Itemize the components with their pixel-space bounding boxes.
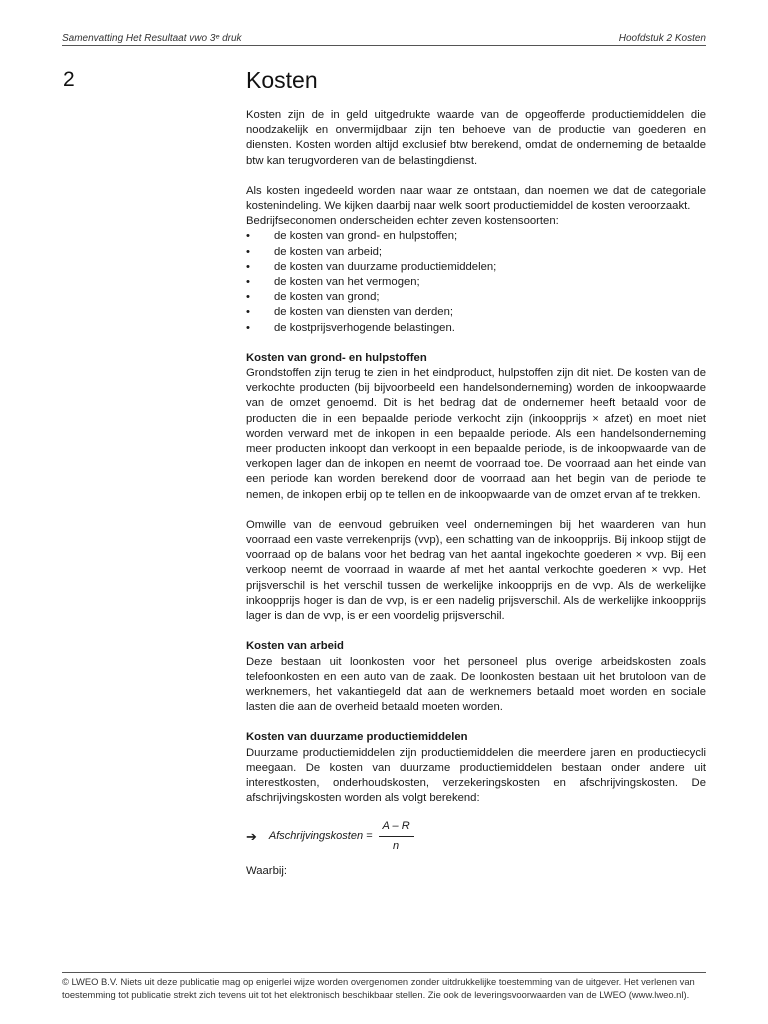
list-item: • de kosten van het vermogen; [246,275,706,290]
intro-paragraph-1: Kosten zijn de in geld uitgedrukte waarde van de opgeofferde productiemiddelen die noodzakelijk en onvermijdbaar zijn ten behoeve van de productie van goederen en diensten. Kosten worden altijd exclusief btw berekend, omdat de onderneming de betaalde btw kan terugvorderen van de belastingdienst. [246,109,706,167]
page-header [62,28,706,46]
section2-paragraph-1: Deze bestaan uit loonkosten voor het personeel plus overige arbeidskosten zoals telefoonkosten en een auto van de zaak. De loonkosten bestaan uit het brutoloon van de werknemers, het vakantiegeld dat aan de werknemers betaald moet worden en sociale lasten die aan de overheid betaald moeten worden. [246,655,706,714]
main-content [246,66,706,880]
section1-paragraph-1: Grondstoffen zijn terug te zien in het eindproduct, hulpstoffen zijn dit niet. De kosten van de verkochte producten (bij bijvoorbeeld een handelsonderneming) worden de inkoopwaarde van de omzet genoemd. Dit is het bedrag dat de ondernemer heeft betaald voor de producten die in een bepaalde periode verkocht zijn (inkoopprijs × afzet) en moet niet worden verward met de inkopen in een bepaalde periode. Als een handelsonderneming meer producten inkoopt dan verkoopt in een bepaalde periode, is de inkoopwaarde van de verkopen lager dan de inkopen en neemt de voorraad toe. De voorraad aan het einde van een periode kan worden berekend door de voorraad aan het begin van de periode te nemen, de inkopen erbij op te tellen en de inkoopwaarde van de omzet ervan af te trekken. [246,367,706,501]
page-footer [62,972,706,1001]
header-left: Samenvatting Het Resultaat vwo 3ᵉ druk [62,33,242,44]
header-right: Hoofdstuk 2 Kosten [618,33,706,44]
list-item: • de kosten van arbeid; [246,245,706,260]
section-heading-duurzame-productiemiddelen: Kosten van duurzame productiemiddelen [246,731,468,744]
list-item: • de kosten van grond- en hulpstoffen; [246,229,706,244]
formula-denominator: n [393,839,400,852]
section-heading-grondstoffen: Kosten van grond- en hulpstoffen [246,351,427,364]
section3-paragraph-1: Duurzame productiemiddelen zijn productiemiddelen die meerdere jaren en productiecycli meegaan. De kosten van duurzame productiemiddelen bestaan onder andere uit interestkosten, onderhoudskosten, verzekeringskosten en afschrijvingskosten. De afschrijvingskosten worden als volgt berekend: [246,746,706,805]
list-item: • de kosten van diensten van derden; [246,305,706,320]
formula-numerator: A – R [379,819,414,837]
formula-fraction [379,819,414,854]
depreciation-formula [246,816,706,856]
intro-paragraph-2: Als kosten ingedeeld worden naar waar ze ontstaan, dan noemen we dat de categoriale kostenindeling. We kijken daarbij naar welk soort productiemiddel de kosten veroorzaakt. [246,184,706,213]
list-item: • de kostprijsverhogende belastingen. [246,321,706,336]
arrow-right-icon: ➔ [246,828,257,844]
copyright-notice: © LWEO B.V. Niets uit deze publicatie mag op enigerlei wijze worden overgenomen zonder uitdrukkelijke toestemming van de uitgever. Het verlenen van toestemming tot publicatie strekt zich tevens uit tot het elektronisch beschikbaar stellen. Zie ook de leveringsvoorwaarden van de LWEO (www.lweo.nl). [62,976,695,1000]
list-item: • de kosten van grond; [246,290,706,305]
intro-paragraph-3: Bedrijfseconomen onderscheiden echter zeven kostensoorten: [246,215,559,228]
section-heading-arbeid: Kosten van arbeid [246,640,344,653]
cost-types-list [246,229,706,335]
chapter-title: Kosten [246,67,318,93]
section1-paragraph-2: Omwille van de eenvoud gebruiken veel ondernemingen bij het waarderen van hun voorraad een vaste verrekenprijs (vvp), een schatting van de inkoopprijs. Bij inkoop stijgt de voorraad op de balans voor het bedrag van het aantal ingekochte goederen × vvp. Bij een verkoop neemt de voorraad in waarde af met het aantal verkochte goederen × vvp. Het prijsverschil is het verschil tussen de werkelijke inkoopprijs en de vvp. Als de werkelijke inkoopprijs hoger is dan de vvp, is er een nadelig prijsverschil. Als de werkelijke inkoopprijs lager is dan de vvp, is er een voordelig prijsverschil. [246,518,706,623]
formula-lhs: Afschrijvingskosten = [268,829,373,842]
waarbij-label: Waarbij: [246,865,288,878]
list-item: • de kosten van duurzame productiemiddelen; [246,260,706,275]
chapter-number: 2 [63,68,75,91]
